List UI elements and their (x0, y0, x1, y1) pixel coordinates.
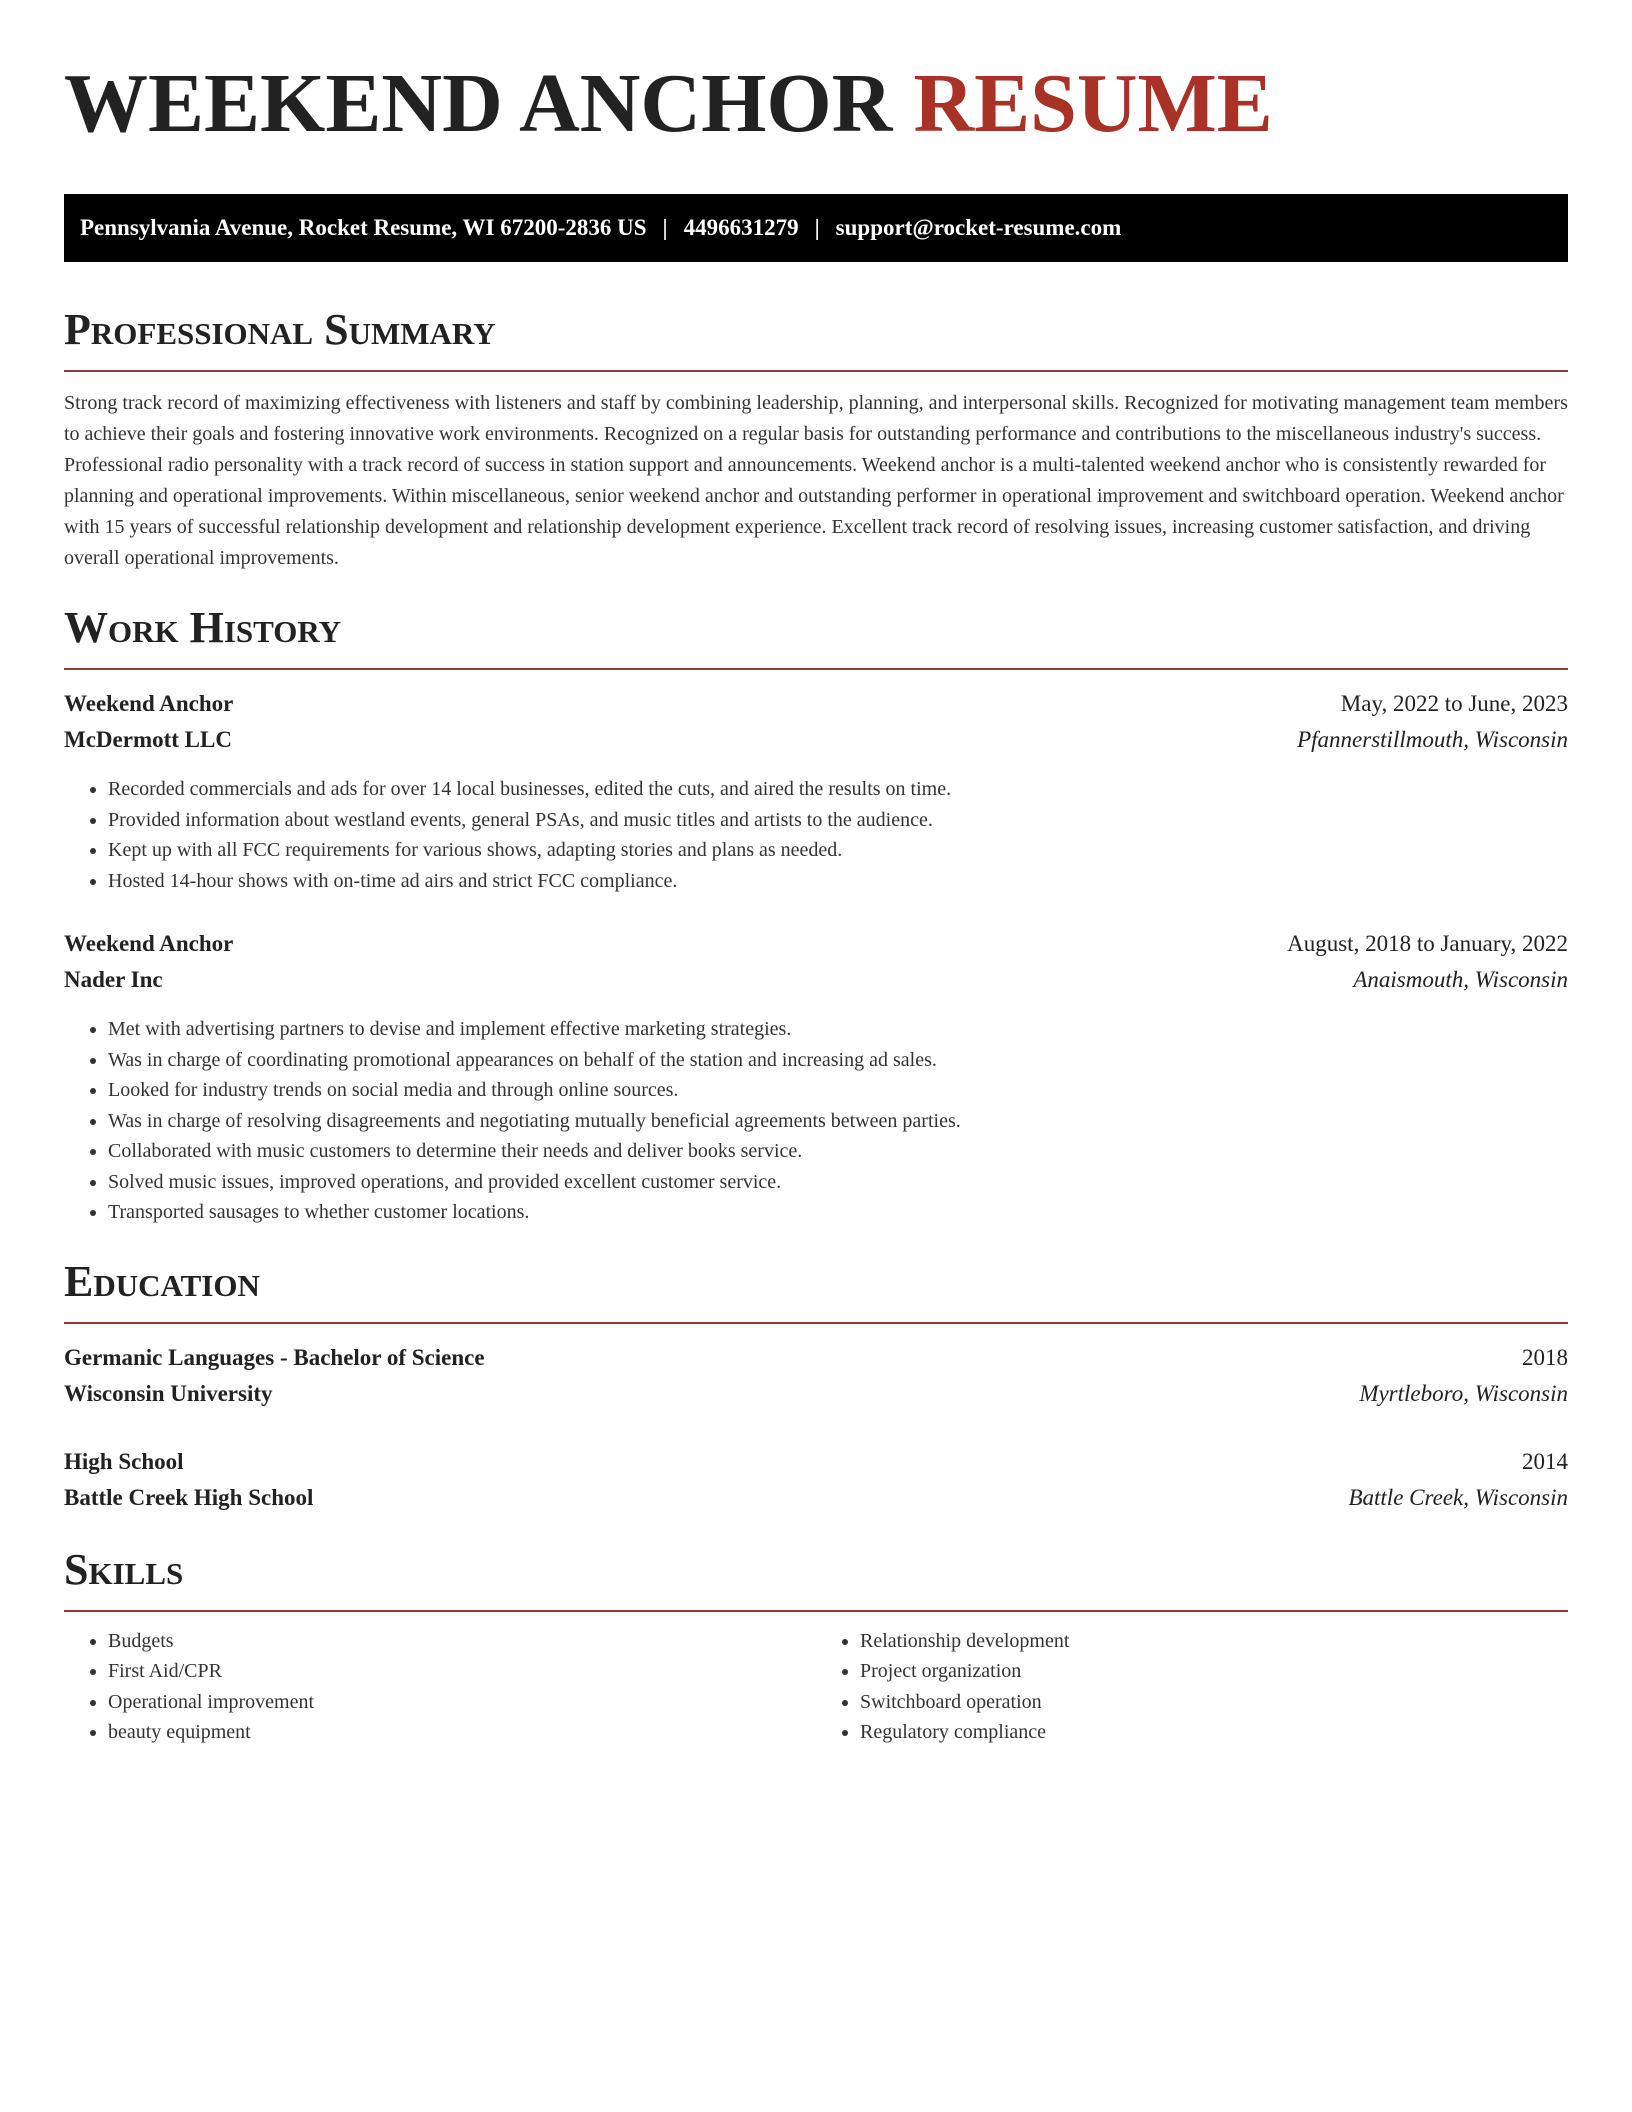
job-title-row (64, 926, 1568, 962)
work-history-heading: Work History (64, 603, 342, 652)
education-entry (64, 1444, 1568, 1516)
skill-item: • Operational improvement (108, 1687, 816, 1718)
job-bullet: • Recorded commercials and ads for over 14 local businesses, edited the cuts, and aired the results on time. (108, 774, 1568, 805)
contact-separator: | (662, 215, 668, 240)
skills-column-right (816, 1626, 1568, 1748)
summary-section (64, 304, 1568, 574)
job-title: Weekend Anchor (64, 931, 234, 956)
contact-email: support@rocket-resume.com (835, 215, 1122, 240)
skills-column-left (64, 1626, 816, 1748)
education-school-row (64, 1480, 1568, 1516)
job-list (64, 686, 1568, 1228)
job-bullet: • Transported sausages to whether customer locations. (108, 1197, 1568, 1228)
skill-item: • Relationship development (860, 1626, 1568, 1657)
job-company-row (64, 962, 1568, 998)
education-degree-row (64, 1444, 1568, 1480)
education-year: 2014 (1522, 1448, 1568, 1474)
skill-item: • Project organization (860, 1656, 1568, 1687)
contact-bar (64, 194, 1568, 262)
job-title: Weekend Anchor (64, 691, 234, 716)
job-bullets (64, 1014, 1568, 1228)
section-divider (64, 668, 1568, 670)
job-bullet: • Met with advertising partners to devise and implement effective marketing strategies. (108, 1014, 1568, 1045)
education-entry (64, 1340, 1568, 1412)
section-divider (64, 370, 1568, 372)
job-entry (64, 926, 1568, 1228)
education-school: Battle Creek High School (64, 1484, 314, 1510)
skill-item: • Budgets (108, 1626, 816, 1657)
education-list (64, 1340, 1568, 1516)
summary-text: Strong track record of maximizing effectiveness with listeners and staff by combining leadership, planning, and interpersonal skills. Recognized for motivating management team members to achieve their goals and fostering innovative work environments. Recognized on a regular basis for outstanding performance and contributions to the miscellaneous industry's success. Professional radio personality with a track record of success in station support and announcements. Weekend anchor is a multi-talented weekend anchor who is consistently rewarded for planning and operational improvements. Within miscellaneous, senior weekend anchor and outstanding performer in operational improvement and switchboard operation. Weekend anchor with 15 years of successful relationship development and relationship development experience. Excellent track record of resolving issues, increasing customer satisfaction, and driving overall operational improvements. (64, 392, 1568, 569)
summary-heading: Professional Summary (64, 305, 496, 354)
job-bullet: • Was in charge of resolving disagreements and negotiating mutually beneficial agreements between parties. (108, 1106, 1568, 1137)
job-dates: August, 2018 to January, 2022 (1287, 931, 1568, 956)
job-company: McDermott LLC (64, 727, 232, 752)
skill-item: • First Aid/CPR (108, 1656, 816, 1687)
job-bullet: • Collaborated with music customers to determine their needs and deliver books service. (108, 1136, 1568, 1167)
skills-heading: Skills (64, 1544, 184, 1594)
education-degree: Germanic Languages - Bachelor of Science (64, 1344, 485, 1370)
section-divider (64, 1322, 1568, 1324)
title-main: WEEKEND ANCHOR (64, 57, 893, 150)
section-divider (64, 1610, 1568, 1612)
skills-section (64, 1544, 1568, 1748)
skill-item: • Switchboard operation (860, 1687, 1568, 1718)
education-location: Battle Creek, Wisconsin (1348, 1484, 1568, 1510)
job-dates: May, 2022 to June, 2023 (1340, 691, 1568, 716)
job-bullet: • Looked for industry trends on social media and through online sources. (108, 1075, 1568, 1106)
resume-title (64, 54, 1568, 154)
job-bullet: • Was in charge of coordinating promotional appearances on behalf of the station and increasing ad sales. (108, 1045, 1568, 1076)
education-degree: High School (64, 1448, 184, 1474)
education-heading: Education (64, 1256, 260, 1306)
job-location: Anaismouth, Wisconsin (1353, 967, 1568, 992)
contact-address: Pennsylvania Avenue, Rocket Resume, WI 67200-2836 US (80, 215, 647, 240)
education-degree-row (64, 1340, 1568, 1376)
job-bullet: • Solved music issues, improved operations, and provided excellent customer service. (108, 1167, 1568, 1198)
job-company-row (64, 722, 1568, 758)
education-section (64, 1256, 1568, 1516)
education-location: Myrtleboro, Wisconsin (1359, 1380, 1568, 1406)
education-school: Wisconsin University (64, 1380, 273, 1406)
title-accent: RESUME (913, 57, 1273, 150)
contact-separator: | (814, 215, 820, 240)
job-entry (64, 686, 1568, 896)
contact-phone: 4496631279 (683, 215, 799, 240)
job-bullet: • Kept up with all FCC requirements for various shows, adapting stories and plans as needed. (108, 835, 1568, 866)
education-year: 2018 (1522, 1344, 1568, 1370)
job-bullet: • Hosted 14-hour shows with on-time ad airs and strict FCC compliance. (108, 866, 1568, 897)
work-history-section (64, 602, 1568, 1228)
job-title-row (64, 686, 1568, 722)
skill-item: • beauty equipment (108, 1717, 816, 1748)
job-company: Nader Inc (64, 967, 163, 992)
skill-item: • Regulatory compliance (860, 1717, 1568, 1748)
job-bullet: • Provided information about westland events, general PSAs, and music titles and artists to the audience. (108, 805, 1568, 836)
skills-columns (64, 1626, 1568, 1748)
education-school-row (64, 1376, 1568, 1412)
job-bullets (64, 774, 1568, 896)
job-location: Pfannerstillmouth, Wisconsin (1297, 727, 1568, 752)
